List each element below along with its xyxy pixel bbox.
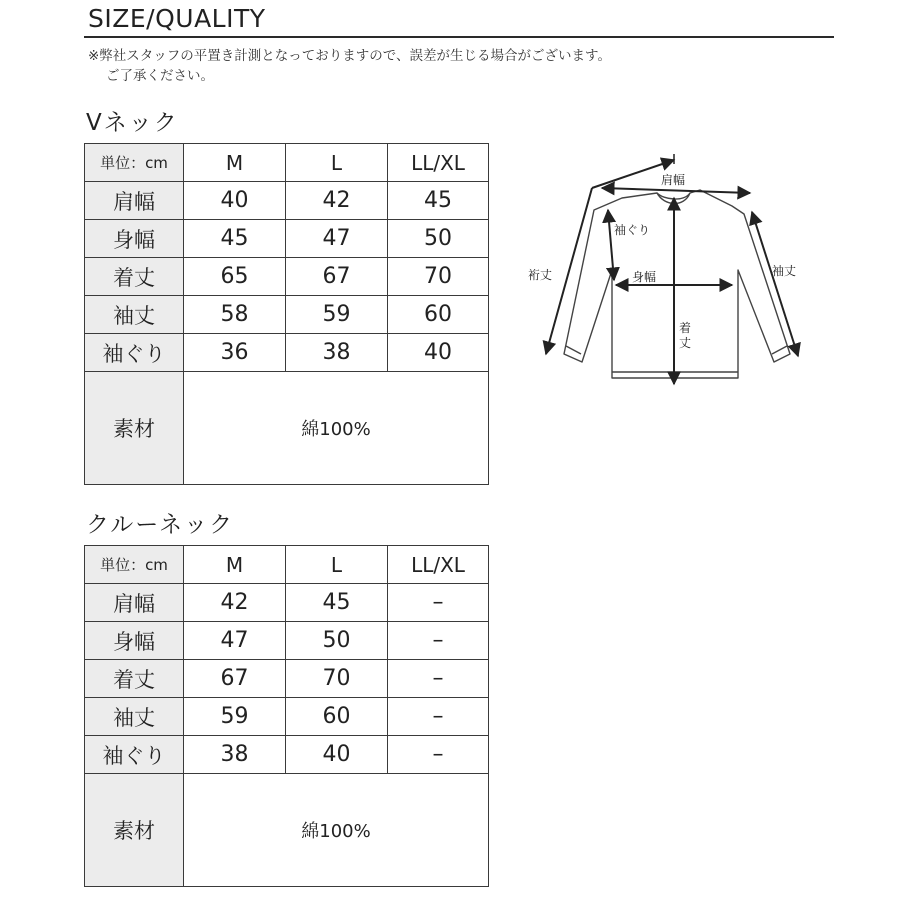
table-cell: – <box>388 736 489 774</box>
row-label: 肩幅 <box>85 584 184 622</box>
table-row-length <box>85 258 489 296</box>
row-label: 身幅 <box>85 220 184 258</box>
measurement-note <box>88 46 828 86</box>
page-title: SIZE/QUALITY <box>88 4 266 33</box>
table-cell: 47 <box>184 622 286 660</box>
table-cell: 60 <box>388 296 489 334</box>
table-cell: 42 <box>286 182 388 220</box>
table-cell: 65 <box>184 258 286 296</box>
table-row-shoulder <box>85 182 489 220</box>
material-value: 綿100% <box>184 774 489 887</box>
table-cell: 40 <box>184 182 286 220</box>
table-header-row <box>85 546 489 584</box>
table-cell: – <box>388 698 489 736</box>
column-header-l: L <box>286 144 388 182</box>
table-row-material <box>85 372 489 485</box>
table-cell: 42 <box>184 584 286 622</box>
table-cell: – <box>388 660 489 698</box>
table-row-sleeve <box>85 296 489 334</box>
table-cell: 50 <box>388 220 489 258</box>
table-cell: – <box>388 622 489 660</box>
row-label: 身幅 <box>85 622 184 660</box>
crewneck-section-title: クルーネック <box>86 512 235 538</box>
body-width-label: 身幅 <box>632 270 657 284</box>
table-row-sleeve <box>85 698 489 736</box>
unit-label: 単位：cm <box>85 144 184 182</box>
table-row-armhole <box>85 334 489 372</box>
sleeve-label: 袖丈 <box>772 264 797 278</box>
table-row-armhole <box>85 736 489 774</box>
note-line-1: ※弊社スタッフの平置き計測となっておりますので、誤差が生じる場合がございます。 <box>88 48 611 64</box>
column-header-l: L <box>286 546 388 584</box>
material-label: 素材 <box>85 774 184 887</box>
crewneck-size-table <box>84 545 489 887</box>
table-cell: 58 <box>184 296 286 334</box>
row-label: 着丈 <box>85 258 184 296</box>
table-cell: 67 <box>184 660 286 698</box>
material-value: 綿100% <box>184 372 489 485</box>
table-cell: 67 <box>286 258 388 296</box>
table-cell: 47 <box>286 220 388 258</box>
row-label: 袖ぐり <box>85 736 184 774</box>
vneck-section-title: Vネック <box>86 110 179 136</box>
material-label: 素材 <box>85 372 184 485</box>
tshirt-diagram <box>522 148 822 398</box>
table-cell: 70 <box>286 660 388 698</box>
table-row-body-width <box>85 622 489 660</box>
length-label-top: 着 <box>679 321 692 335</box>
table-cell: 38 <box>286 334 388 372</box>
table-cell: 40 <box>388 334 489 372</box>
yuki-label: 裄丈 <box>528 268 553 282</box>
row-label: 着丈 <box>85 660 184 698</box>
row-label: 袖丈 <box>85 698 184 736</box>
table-row-body-width <box>85 220 489 258</box>
shoulder-arrow <box>602 188 750 193</box>
table-cell: 60 <box>286 698 388 736</box>
row-label: 袖丈 <box>85 296 184 334</box>
table-cell: 38 <box>184 736 286 774</box>
table-cell: 59 <box>184 698 286 736</box>
table-header-row <box>85 144 489 182</box>
table-cell: 45 <box>388 182 489 220</box>
column-header-m: M <box>184 546 286 584</box>
table-cell: 50 <box>286 622 388 660</box>
measurement-diagram <box>522 148 822 398</box>
table-cell: 45 <box>286 584 388 622</box>
table-cell: – <box>388 584 489 622</box>
table-cell: 36 <box>184 334 286 372</box>
sleeve-arrow <box>752 212 798 356</box>
column-header-llxl: LL/XL <box>388 546 489 584</box>
table-row-shoulder <box>85 584 489 622</box>
row-label: 袖ぐり <box>85 334 184 372</box>
unit-label: 単位：cm <box>85 546 184 584</box>
table-cell: 45 <box>184 220 286 258</box>
column-header-llxl: LL/XL <box>388 144 489 182</box>
vneck-size-table <box>84 143 489 485</box>
table-row-material <box>85 774 489 887</box>
armhole-arrow <box>608 210 614 280</box>
table-cell: 40 <box>286 736 388 774</box>
table-cell: 70 <box>388 258 489 296</box>
note-line-2: ご了承ください。 <box>106 68 214 84</box>
column-header-m: M <box>184 144 286 182</box>
table-row-length <box>85 660 489 698</box>
title-divider <box>84 36 834 38</box>
table-cell: 59 <box>286 296 388 334</box>
armhole-label: 袖ぐり <box>614 223 651 237</box>
shoulder-label: 肩幅 <box>661 173 686 187</box>
row-label: 肩幅 <box>85 182 184 220</box>
length-label-bottom: 丈 <box>679 336 692 350</box>
